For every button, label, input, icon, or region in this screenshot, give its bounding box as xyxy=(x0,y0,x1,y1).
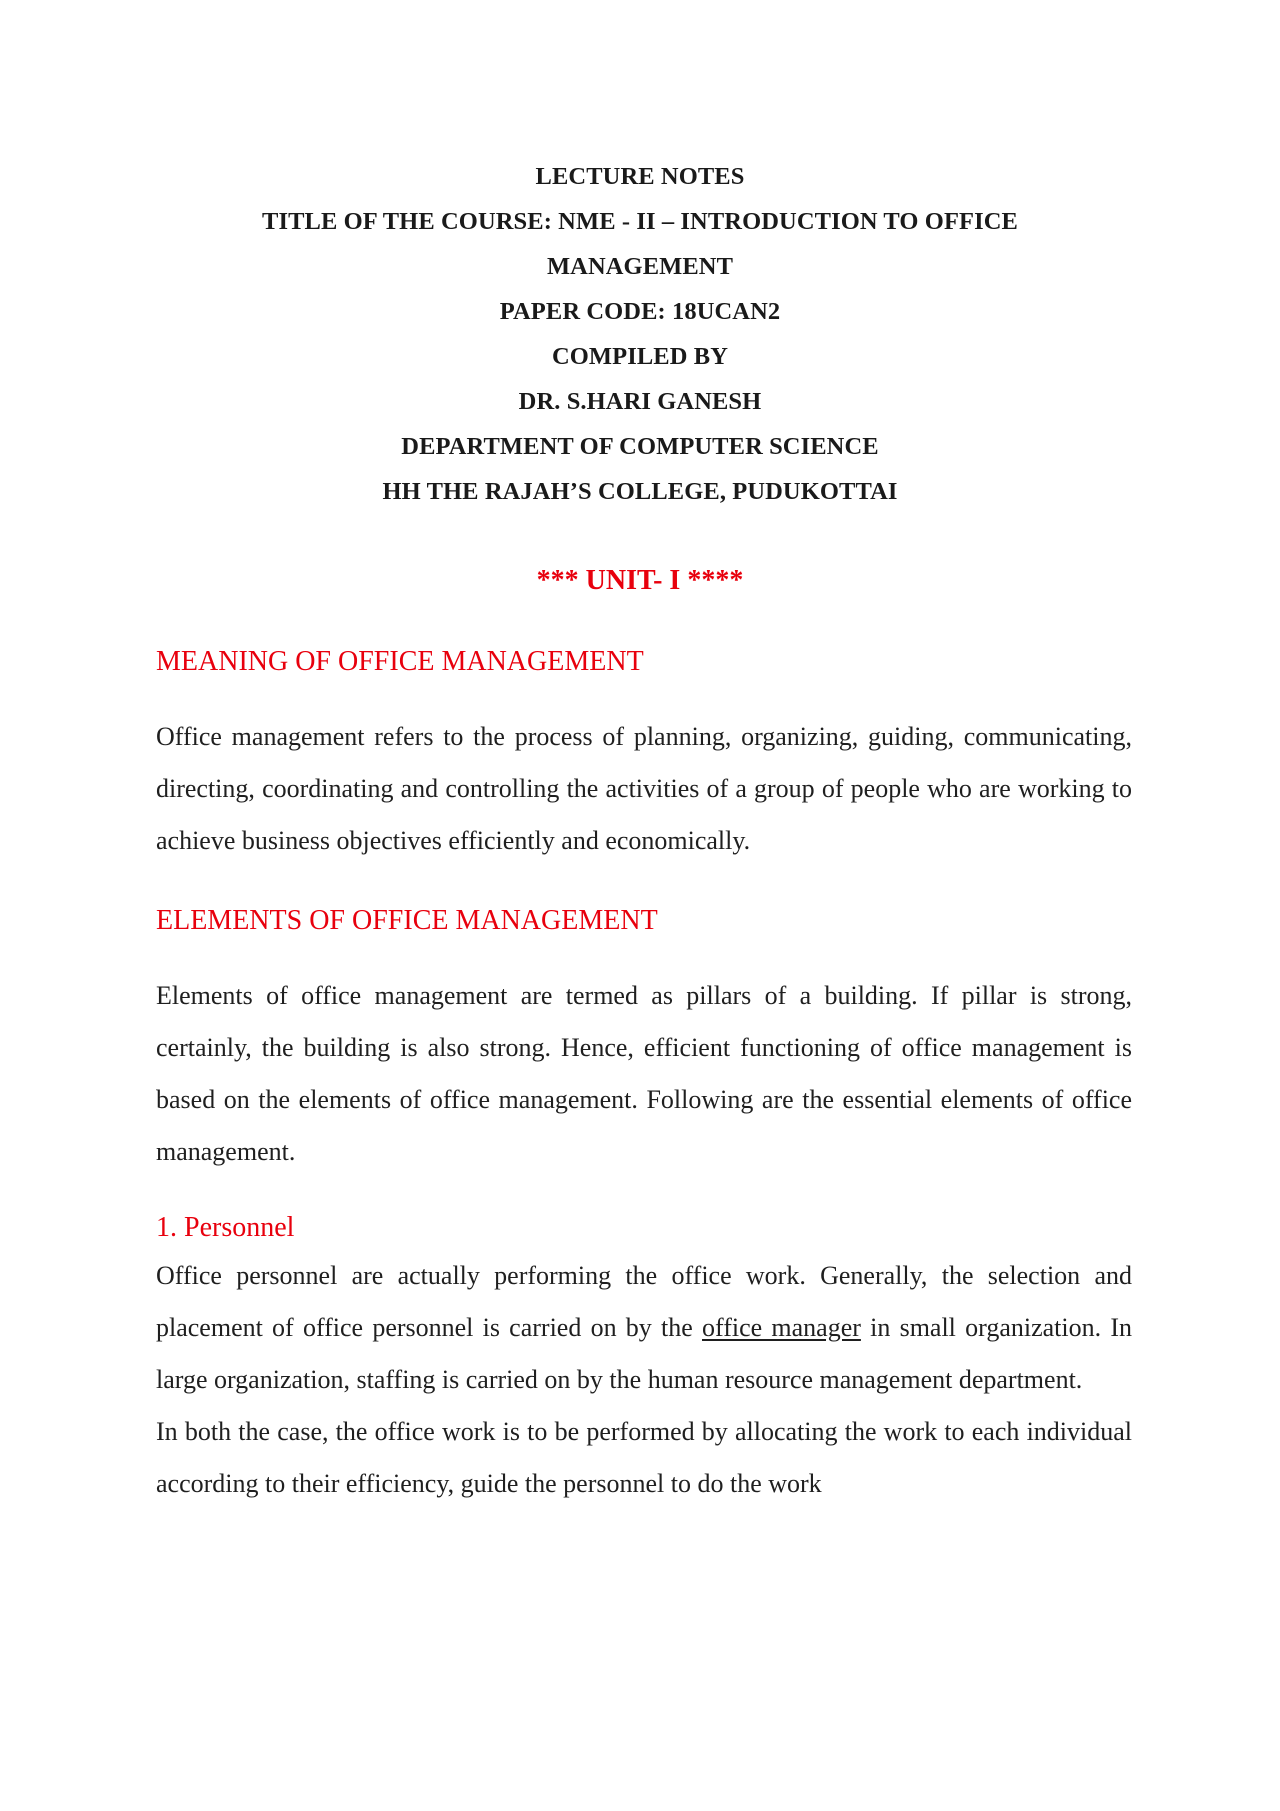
header-line-course-title: TITLE OF THE COURSE: NME - II – INTRODUCTION TO OFFICE xyxy=(262,208,1018,235)
header-line-college: HH THE RAJAH’S COLLEGE, PUDUKOTTAI xyxy=(382,478,898,505)
paragraph-personnel-allocation: In both the case, the office work is to be performed by allocating the work to each individual according to their efficiency, guide the personnel to do the work xyxy=(156,1417,1132,1498)
unit-title: *** UNIT- I **** xyxy=(536,565,744,596)
paragraph-personnel xyxy=(156,1250,1132,1406)
header-line-course-title-cont: MANAGEMENT xyxy=(546,253,734,280)
header-line-compiled-by: COMPILED BY xyxy=(551,343,728,370)
header-line-author: DR. S.HARI GANESH xyxy=(518,388,762,415)
paragraph-elements: Elements of office management are termed as pillars of a building. If pillar is strong, certainly, the building is also strong. Hence, efficient functioning of office management is based on the elements of office management. Following are the essential elements of office management. xyxy=(156,981,1132,1166)
subheading-personnel: 1. Personnel xyxy=(156,1212,295,1243)
paragraph-meaning: Office management refers to the process of planning, organizing, guiding, communicating, directing, coordinating and controlling the activities of a group of people who are working to achieve business objectives efficiently and economically. xyxy=(156,722,1132,855)
section-heading-elements: ELEMENTS OF OFFICE MANAGEMENT xyxy=(156,905,658,936)
document-body xyxy=(156,642,1132,1510)
paragraph-personnel-text-1: Office personnel are actually performing the office work. Generally, the selection and placement of office personnel is carried on by the xyxy=(156,1261,1132,1342)
header-line-lecture-notes: LECTURE NOTES xyxy=(535,163,745,190)
header-line-department: DEPARTMENT OF COMPUTER SCIENCE xyxy=(401,433,879,460)
document-header xyxy=(0,154,1280,514)
paragraph-personnel-text-2: in small organization. In large organization, staffing is carried on by the human resource management department. xyxy=(156,1313,1132,1394)
office-manager-link[interactable]: office manager xyxy=(702,1313,861,1342)
header-line-paper-code: PAPER CODE: 18UCAN2 xyxy=(499,298,781,325)
section-heading-meaning: MEANING OF OFFICE MANAGEMENT xyxy=(156,646,644,677)
